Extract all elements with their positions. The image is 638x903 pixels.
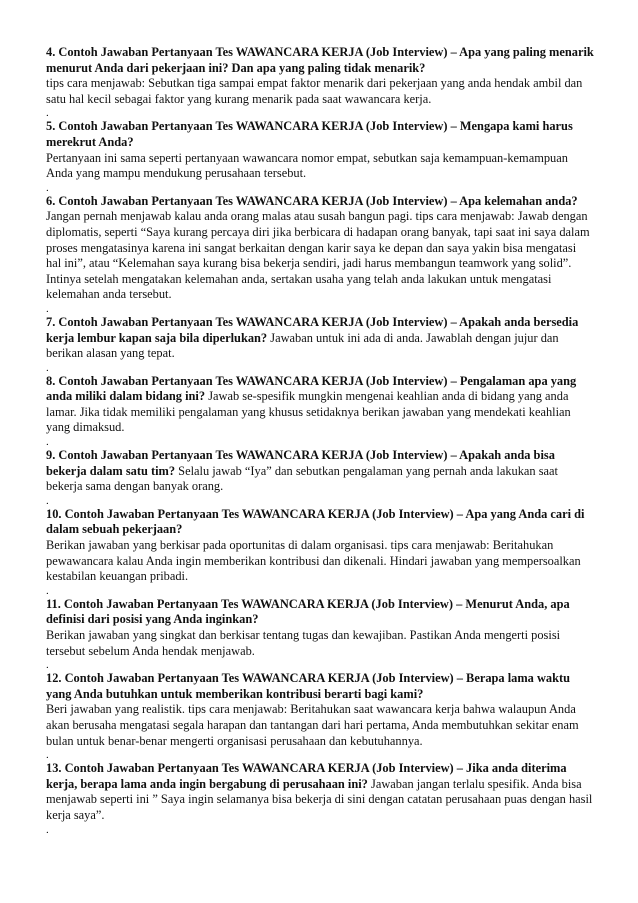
separator-dot: . — [46, 107, 49, 120]
answer-11: Berikan jawaban yang singkat dan berkisar tentang tugas dan kewajiban. Pastikan Anda mengerti posisi tersebut sebelum Anda hendak menjawab. — [46, 628, 561, 658]
qa-section-8 — [46, 374, 594, 448]
separator-dot: . — [46, 659, 49, 672]
answer-8: Jawab se-spesifik mungkin mengenai keahlian anda di bidang yang anda lamar. Jika tidak memiliki pengalaman yang khusus setidaknya berikan jawaban yang mendekati keahlian yang dimaksud. — [46, 389, 571, 435]
question-7: 7. Contoh Jawaban Pertanyaan Tes WAWANCARA KERJA (Job Interview) – Apakah anda bersedia kerja lembur kapan saja bila diperlukan? — [46, 314, 579, 345]
qa-section-10 — [46, 507, 594, 597]
qa-section-11 — [46, 597, 594, 671]
answer-12: Beri jawaban yang realistik. tips cara menjawab: Beritahukan saat wawancara kerja bahwa walaupun Anda akan berusaha mengatasi segala harapan dan tantangan dari hari pertama, Anda membutuhkan sekitar enam bulan untuk benar-benar mengerti organisasi perusahaan dan kebutuhannya. — [46, 702, 579, 748]
separator-dot: . — [46, 361, 49, 374]
answer-7: Jawaban untuk ini ada di anda. Jawablah dengan jujur dan berikan alasan yang tepat. — [46, 330, 559, 361]
qa-section-12 — [46, 671, 594, 761]
separator-dot: . — [46, 436, 49, 449]
qa-section-9 — [46, 448, 594, 507]
separator-dot: . — [46, 494, 49, 507]
question-6: 6. Contoh Jawaban Pertanyaan Tes WAWANCARA KERJA (Job Interview) – Apa kelemahan anda? — [46, 193, 578, 208]
separator-dot: . — [46, 823, 49, 836]
question-12: 12. Contoh Jawaban Pertanyaan Tes WAWANCARA KERJA (Job Interview) – Berapa lama waktu yang Anda butuhkan untuk memberikan kontribusi berarti bagi kami? — [46, 671, 571, 701]
qa-section-7 — [46, 315, 594, 374]
answer-10: Berikan jawaban yang berkisar pada oportunitas di dalam organisasi. tips cara menjawab: Beritahukan pewawancara kalau Anda ingin memberikan kontribusi dan dikenali. Hindari jawaban yang mempersoalkan kestabilan keuangan pribadi. — [46, 538, 581, 584]
separator-dot: . — [46, 302, 49, 315]
question-11: 11. Contoh Jawaban Pertanyaan Tes WAWANCARA KERJA (Job Interview) – Menurut Anda, apa definisi dari posisi yang Anda inginkan? — [46, 596, 570, 627]
question-8: 8. Contoh Jawaban Pertanyaan Tes WAWANCARA KERJA (Job Interview) – Pengalaman apa yang anda miliki dalam bidang ini? — [46, 373, 577, 404]
question-5: 5. Contoh Jawaban Pertanyaan Tes WAWANCARA KERJA (Job Interview) – Mengapa kami harus merekrut Anda? — [46, 119, 573, 149]
question-10: 10. Contoh Jawaban Pertanyaan Tes WAWANCARA KERJA (Job Interview) – Apa yang Anda cari di dalam sebuah pekerjaan? — [46, 506, 585, 537]
qa-section-13 — [46, 761, 594, 835]
separator-dot: . — [46, 584, 49, 597]
question-13: 13. Contoh Jawaban Pertanyaan Tes WAWANCARA KERJA (Job Interview) – Jika anda diterima kerja, berapa lama anda ingin bergabung di perusahaan ini? — [46, 761, 567, 791]
answer-9: Selalu jawab “Iya” dan sebutkan pengalaman yang pernah anda lakukan saat bekerja sama dengan banyak orang. — [46, 463, 558, 494]
answer-13: Jawaban jangan terlalu spesifik. Anda bisa menjawab seperti ini ” Saya ingin selamanya bisa bekerja di sini dengan catatan perusahaan puas dengan hasil kerja saya”. — [46, 776, 593, 822]
answer-6: Jangan pernah menjawab kalau anda orang malas atau susah bangun pagi. tips cara menjawab: Jawab dengan diplomatis, seperti “Saya kurang percaya diri jika berbicara di hadapan orang banyak, tapi saat ini saya dalam proses mengatasinya karena ini sangat berkaitan dengan karir saya ke depan dan saya yakin bisa mengatasi hal ini”, atau “Kelemahan saya kurang bisa bekerja sendiri, jadi harus membangun teamwork yang solid”. Intinya setelah mengatakan kelemahan anda, sertakan usaha yang telah anda lakukan untuk mengatasi kelemahan anda tersebut. — [46, 209, 590, 302]
question-9: 9. Contoh Jawaban Pertanyaan Tes WAWANCARA KERJA (Job Interview) – Apakah anda bisa bekerja dalam satu tim? — [46, 448, 555, 478]
separator-dot: . — [46, 181, 49, 194]
answer-4: tips cara menjawab: Sebutkan tiga sampai empat faktor menarik dari pekerjaan yang anda hendak ambil dan satu hal kecil sebagai faktor yang kurang menarik pada saat wawancara kerja. — [46, 76, 583, 106]
qa-section-5 — [46, 119, 594, 193]
answer-5: Pertanyaan ini sama seperti pertanyaan wawancara nomor empat, sebutkan saja kemampuan-kemampuan Anda yang mampu mendukung perusahaan tersebut. — [46, 150, 568, 181]
qa-section-6 — [46, 194, 594, 315]
document-page — [46, 45, 594, 836]
separator-dot: . — [46, 749, 49, 762]
qa-section-4 — [46, 45, 594, 119]
question-4: 4. Contoh Jawaban Pertanyaan Tes WAWANCARA KERJA (Job Interview) – Apa yang paling menarik menurut Anda dari pekerjaan ini? Dan apa yang paling tidak menarik? — [46, 45, 594, 75]
